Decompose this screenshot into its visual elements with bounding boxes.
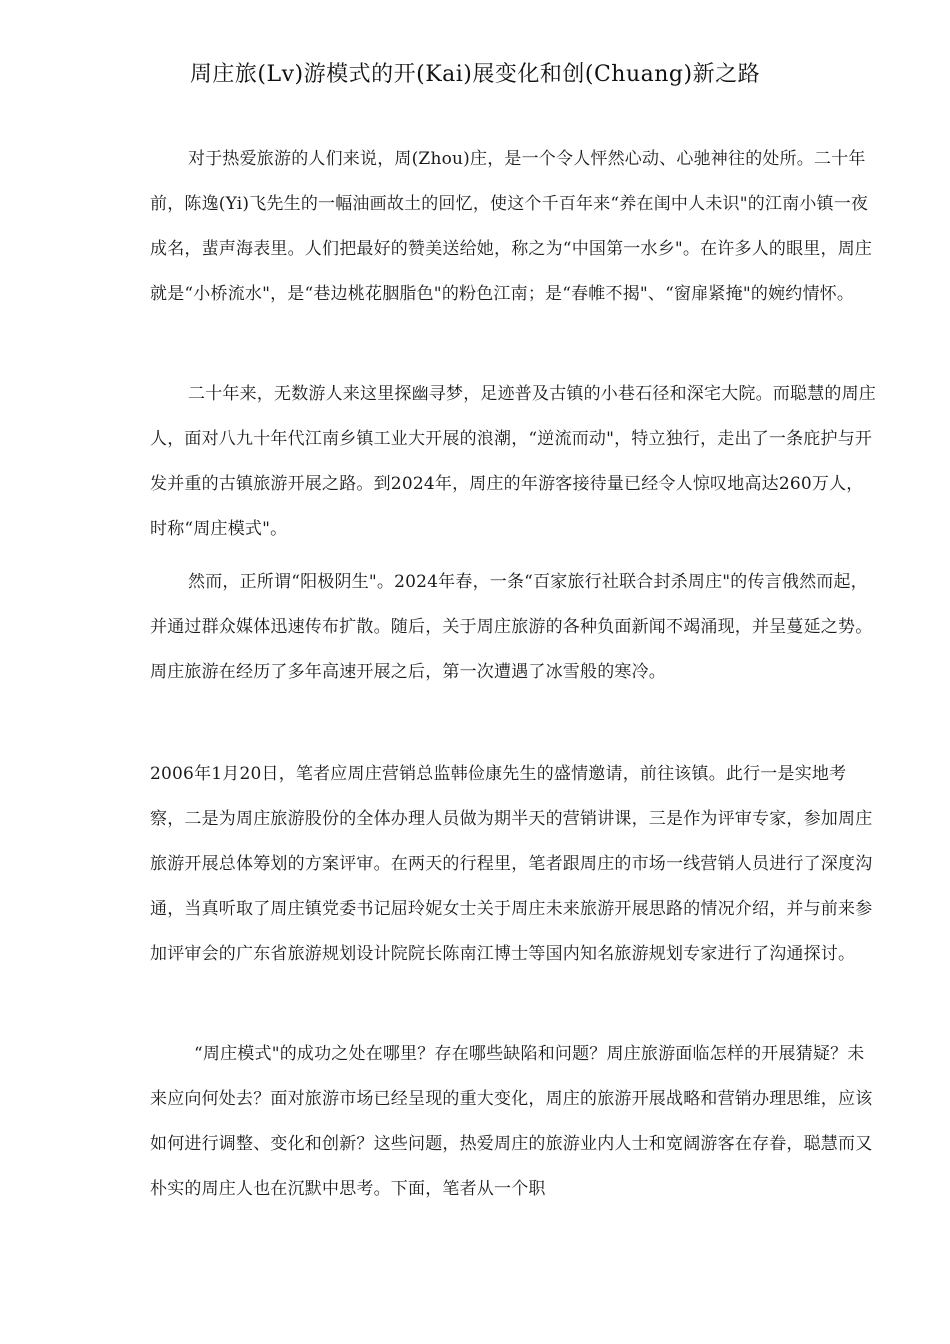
paragraph-3: 然而，正所谓“阳极阴生"。2024年春，一条“百家旅行社联合封杀周庄"的传言俄然而起，并通过群众媒体迅速传布扩散。随后，关于周庄旅游的各种负面新闻不竭涌现，并呈蔓延之势。周庄旅游在经历了多年高速开展之后，第一次遭遇了冰雪般的寒冷。 xyxy=(150,572,873,682)
paragraph-2: 二十年来，无数游人来这里探幽寻梦，足迹普及古镇的小巷石径和深宅大院。而聪慧的周庄人，面对八九十年代江南乡镇工业大开展的浪潮，“逆流而动"，特立独行，走出了一条庇护与开发并重的古镇旅游开展之路。到2024年，周庄的年游客接待量已经令人惊叹地高达260万人，时称“周庄模式"。 xyxy=(150,384,876,539)
paragraph-5: “周庄模式"的成功之处在哪里？存在哪些缺陷和问题？周庄旅游面临怎样的开展猜疑？未来应向何处去？面对旅游市场已经呈现的重大变化，周庄的旅游开展战略和营销办理思维，应该如何进行调整、变化和创新？这些问题，热爱周庄的旅游业内人士和宽阔游客在存眷，聪慧而又朴实的周庄人也在沉默中思考。下面，笔者从一个职 xyxy=(150,1044,873,1199)
paragraph-1: 对于热爱旅游的人们来说，周(Zhou)庄，是一个令人怦然心动、心驰神往的处所。二十年前，陈逸(Yi)飞先生的一幅油画故土的回忆，使这个千百年来“养在闺中人未识"的江南小镇一夜成名，蜚声海表里。人们把最好的赞美送给她，称之为“中国第一水乡"。在许多人的眼里，周庄就是“小桥流水"，是“巷边桃花胭脂色"的粉色江南；是“春帷不揭"、“窗扉紧掩"的婉约情怀。 xyxy=(150,149,873,304)
document-title: 周庄旅(Lv)游模式的开(Kai)展变化和创(Chuang)新之路 xyxy=(189,62,761,87)
paragraph-4: 2006年1月20日，笔者应周庄营销总监韩俭康先生的盛情邀请，前往该镇。此行一是实地考察，二是为周庄旅游股份的全体办理人员做为期半天的营销讲课，三是作为评审专家，参加周庄旅游开展总体筹划的方案评审。在两天的行程里，笔者跟周庄的市场一线营销人员进行了深度沟通，当真听取了周庄镇党委书记屈玲妮女士关于周庄未来旅游开展思路的情况介绍，并与前来参加评审会的广东省旅游规划设计院院长陈南江博士等国内知名旅游规划专家进行了沟通探讨。 xyxy=(150,764,873,964)
